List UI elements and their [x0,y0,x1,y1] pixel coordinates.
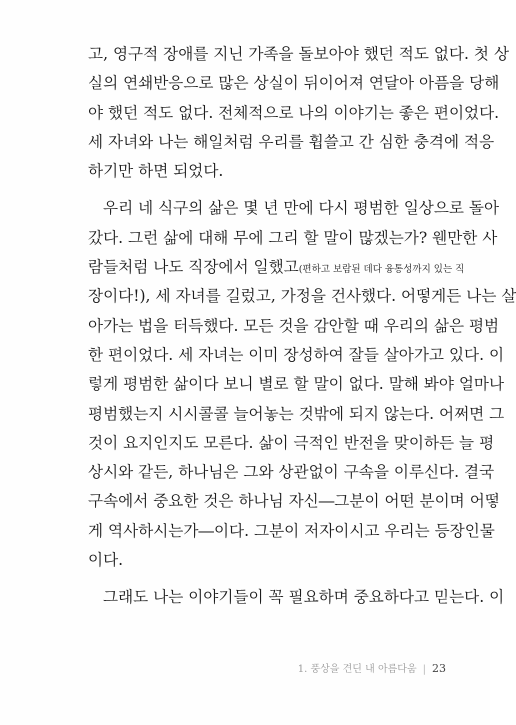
text-line: 우리 네 식구의 삶은 몇 년 만에 다시 평범한 일상으로 돌아 [103,199,500,218]
text-line: 야 했던 적도 없다. 전체적으로 나의 이야기는 좋은 편이었다. [88,103,500,122]
text-line: 아가는 법을 터득했다. 모든 것을 감안할 때 우리의 삶은 평범 [88,316,500,335]
parenthetical-aside: (편하고 보람된 데다 융통성까지 있는 직 [298,264,465,276]
text-line: 장이다!), 세 자녀를 길렀고, 가정을 건사했다. 어떻게든 나는 살 [88,287,516,306]
text-line: 한 편이었다. 세 자녀는 이미 장성하여 잘들 살아가고 있다. 이 [88,345,505,364]
text-line: 고, 영구적 장애를 지닌 가족을 돌보아야 했던 적도 없다. 첫 상 [88,45,510,63]
text-line: 상시와 같든, 하나님은 그와 상관없이 구속을 이루신다. 결국 [88,463,495,482]
text-segment: 람들처럼 나도 직장에서 일했고 [88,258,299,277]
text-line: 것이 요지인지도 모른다. 삶이 극적인 반전을 맞이하든 늘 평 [88,433,495,452]
text-line: 구속에서 중요한 것은 하나님 자신―그분이 어떤 분이며 어떻 [88,492,500,511]
text-line: 하기만 하면 되었다. [88,162,224,181]
paragraph-break [88,575,446,583]
page-number: 23 [432,662,446,675]
paragraph-break [88,186,446,194]
running-footer [298,660,446,676]
footer-separator: | [422,664,426,675]
text-line: 이다. [88,551,124,570]
text-line: 게 역사하시는가―이다. 그분이 저자이시고 우리는 등장인물 [88,521,495,540]
text-line: 갔다. 그런 삶에 대해 무에 그리 할 말이 많겠는가? 웬만한 사 [88,228,498,247]
text-line: 세 자녀와 나는 해일처럼 우리를 휩쓸고 간 심한 충격에 적응 [88,132,495,151]
text-line: 실의 연쇄반응으로 많은 상실이 뒤이어져 연달아 아픔을 당해 [88,74,500,93]
section-title: 1. 풍상을 견딘 내 아름다움 [297,664,417,675]
body-text [88,40,516,613]
text-line: 렇게 평범한 삶이다 보니 별로 할 말이 없다. 말해 봐야 얼마나 [88,375,505,394]
text-line: 평범했는지 시시콜콜 늘어놓는 것밖에 되지 않는다. 어쩌면 그 [88,404,505,423]
text-line-with-aside [88,253,465,282]
text-line: 그래도 나는 이야기들이 꼭 필요하며 중요하다고 믿는다. 이 [103,588,505,607]
